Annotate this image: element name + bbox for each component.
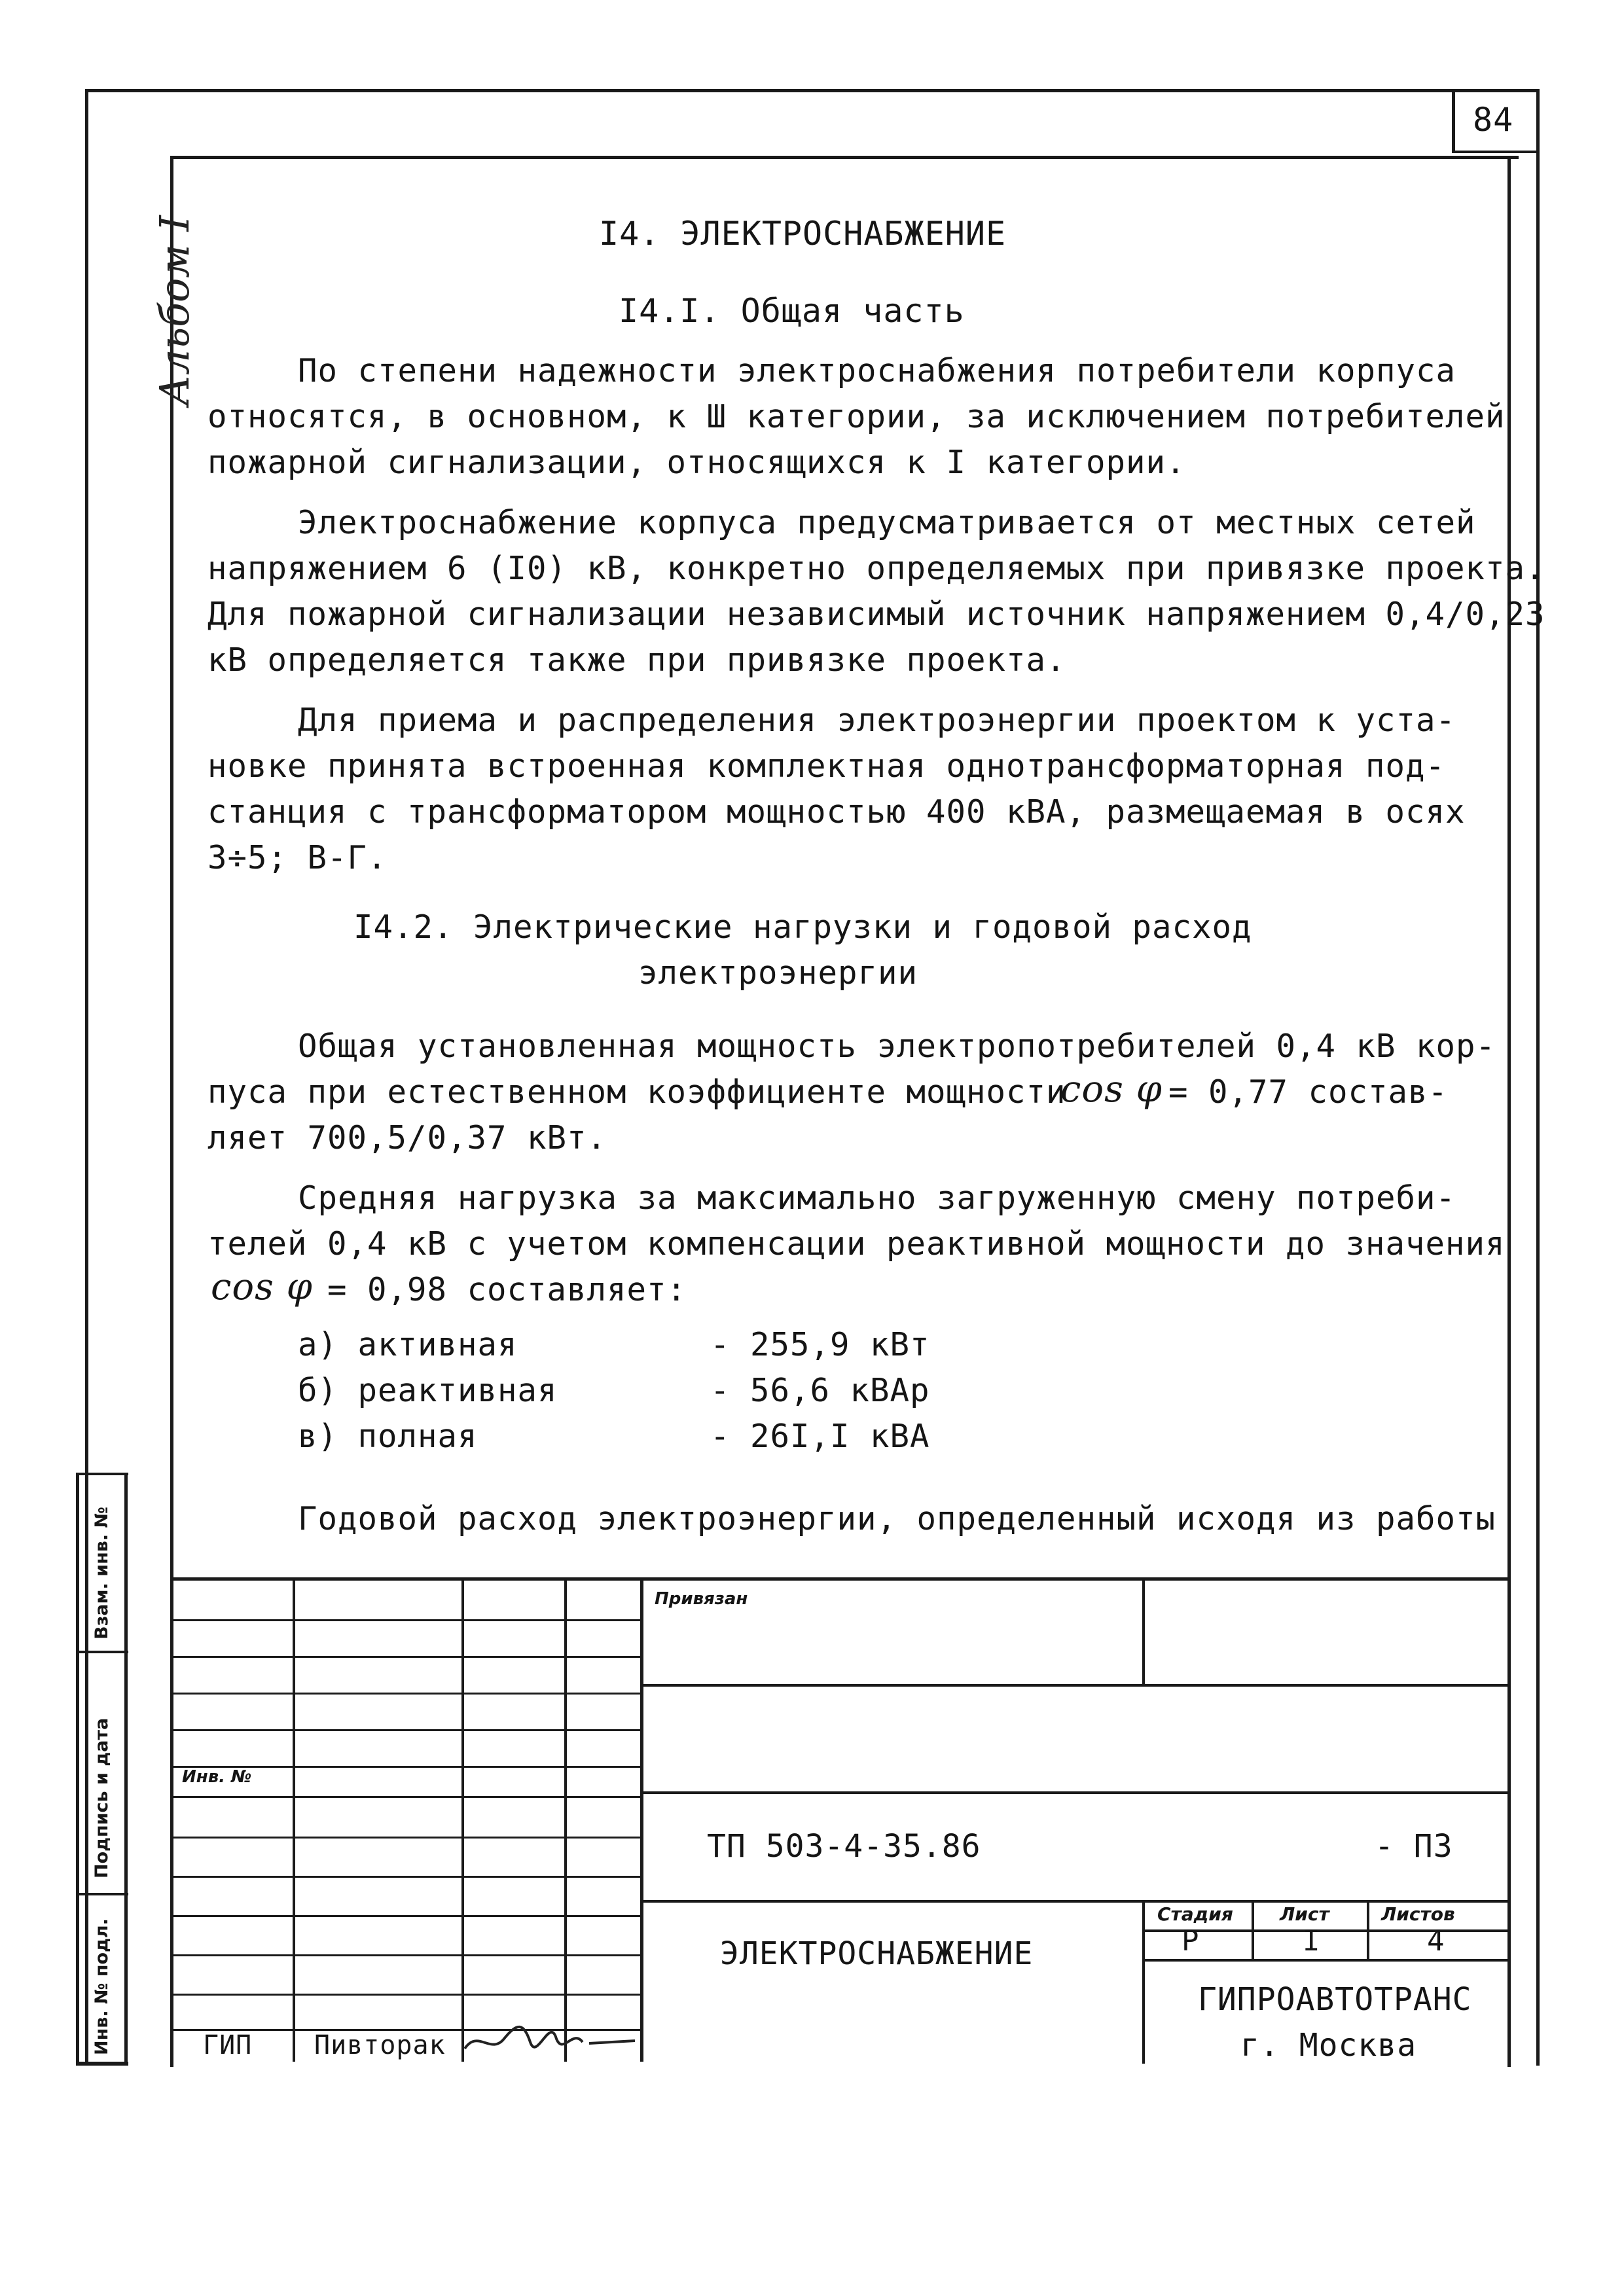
para4-line2b: = 0,77 состав- xyxy=(1168,1073,1449,1111)
subsection-title-2-line1: I4.2. Электрические нагрузки и годовой расход xyxy=(353,908,1252,946)
para4-line1: Общая установленная мощность электропотребителей 0,4 кВ кор- xyxy=(298,1028,1496,1065)
load-value-full: - 26I,I кВА xyxy=(710,1418,930,1455)
cos-phi-1: cos φ xyxy=(1060,1068,1163,1111)
cos-phi-2: cos φ xyxy=(211,1266,313,1308)
para4-line3: ляет 700,5/0,37 кВт. xyxy=(208,1119,607,1157)
list-value: I xyxy=(1303,1924,1321,1958)
side-label-inv-podl: Инв. № подл. xyxy=(92,1918,112,2055)
side-label-podpis: Подпись и дата xyxy=(92,1717,112,1878)
para2-line4: кВ определяется также при привязке проекта. xyxy=(208,641,1066,679)
section-title: I4. ЭЛЕКТРОСНАБЖЕНИЕ xyxy=(599,215,1007,253)
page-number: 84 xyxy=(1473,101,1514,139)
para1-line3: пожарной сигнализации, относящихся к I категории. xyxy=(208,444,1186,481)
load-label-reactive: б) реактивная xyxy=(298,1372,558,1409)
para2-line3: Для пожарной сигнализации независимый источник напряжением 0,4/0,23 xyxy=(208,596,1545,633)
para1-line1: По степени надежности электроснабжения потребители корпуса xyxy=(298,352,1456,389)
load-value-reactive: - 56,6 кВАр xyxy=(710,1372,930,1409)
para2-line2: напряжением 6 (I0) кВ, конкретно определяемых при привязке проекта. xyxy=(208,550,1545,587)
stadiya-label: Стадия xyxy=(1157,1903,1233,1925)
para3-line4: 3÷5; В-Г. xyxy=(208,839,388,876)
load-label-active: а) активная xyxy=(298,1326,518,1363)
doc-name: ЭЛЕКТРОСНАБЖЕНИЕ xyxy=(720,1935,1034,1972)
signature xyxy=(458,2003,641,2062)
load-label-full: в) полная xyxy=(298,1418,478,1455)
gip-role: ГИП xyxy=(203,2030,253,2060)
para5-line1: Средняя нагрузка за максимально загруженную смену потреби- xyxy=(298,1179,1456,1217)
para1-line2: относятся, в основном, к Ш категории, за исключением потребителей xyxy=(208,398,1506,435)
para3-line2: новке принята встроенная комплектная однотрансформаторная под- xyxy=(208,747,1446,785)
para3-line1: Для приема и распределения электроэнергии проектом к уста- xyxy=(298,702,1456,739)
gip-name: Пивторак xyxy=(314,2030,446,2060)
para5-line2: телей 0,4 кВ с учетом компенсации реактивной мощности до значения xyxy=(208,1225,1506,1263)
list-label: Лист xyxy=(1280,1903,1329,1925)
para2-line1: Электроснабжение корпуса предусматривается от местных сетей xyxy=(298,504,1476,541)
para5-line3: = 0,98 составляет: xyxy=(327,1271,687,1308)
listov-label: Листов xyxy=(1381,1903,1455,1925)
subsection-title-1: I4.I. Общая часть xyxy=(619,292,965,330)
organization: ГИПРОАВТОТРАНС xyxy=(1198,1981,1472,2018)
listov-value: 4 xyxy=(1427,1924,1445,1958)
privyazan-label: Привязан xyxy=(655,1589,748,1609)
para6-line1: Годовой расход электроэнергии, определенный исходя из работы xyxy=(298,1500,1496,1537)
para4-line2a: пуса при естественном коэффициенте мощности xyxy=(208,1073,1066,1111)
load-value-active: - 255,9 кВт xyxy=(710,1326,930,1363)
doc-code: ТП 503-4-35.86 xyxy=(707,1828,981,1865)
side-label-vzam: Взам. инв. № xyxy=(92,1506,112,1640)
album-label: Альбом I xyxy=(151,215,198,406)
para3-line3: станция с трансформатором мощностью 400 кВА, размещаемая в осях xyxy=(208,793,1466,831)
inv-no-label: Инв. № xyxy=(182,1767,252,1787)
stadiya-value: Р xyxy=(1182,1924,1200,1958)
subsection-title-2-line2: электроэнергии xyxy=(638,954,918,992)
city: г. Москва xyxy=(1240,2027,1417,2064)
doc-suffix: - ПЗ xyxy=(1375,1828,1453,1865)
